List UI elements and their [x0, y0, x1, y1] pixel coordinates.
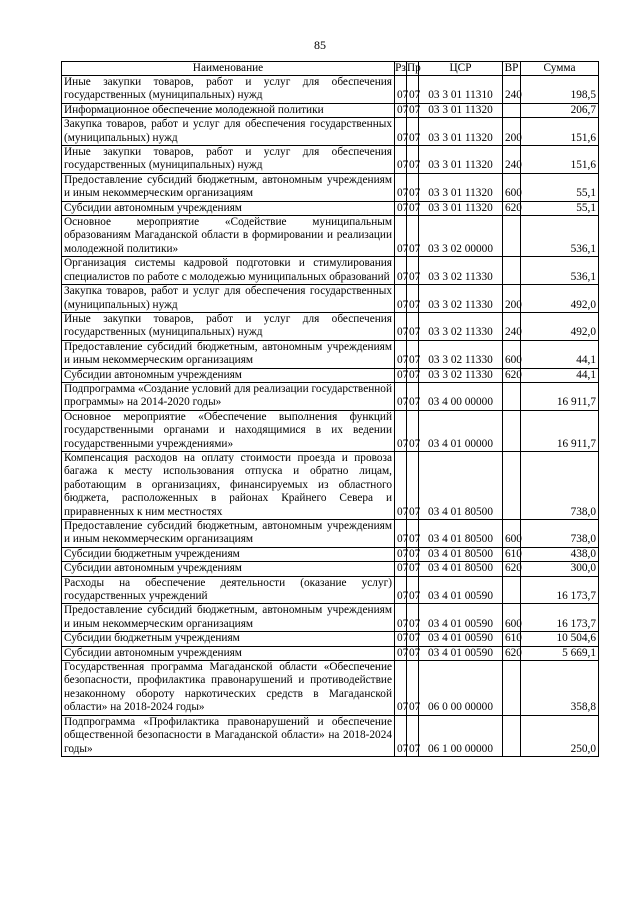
table-row — [62, 382, 599, 410]
cell-vr: 240 — [503, 76, 521, 104]
table-row — [62, 340, 599, 368]
cell-rz: 07 — [395, 646, 407, 660]
header-rz: Рз — [395, 62, 406, 74]
cell-rz: 07 — [395, 312, 407, 340]
cell-vr: 240 — [503, 146, 521, 174]
cell-vr: 600 — [503, 340, 521, 368]
table-row — [62, 604, 599, 632]
cell-csr: 03 3 01 11320 — [419, 118, 503, 146]
table-row — [62, 201, 599, 215]
cell-name: Предоставление субсидий бюджетным, автономным учреждениям и иным некоммерческим организациям — [62, 340, 395, 368]
cell-csr: 03 4 01 00590 — [419, 632, 503, 646]
cell-csr: 03 4 01 80500 — [419, 562, 503, 576]
cell-rz: 07 — [395, 340, 407, 368]
cell-sum: 738,0 — [521, 520, 599, 548]
cell-name: Иные закупки товаров, работ и услуг для обеспечения государственных (муниципальных) нужд — [62, 312, 395, 340]
cell-rz: 07 — [395, 715, 407, 756]
cell-sum: 44,1 — [521, 368, 599, 382]
cell-pr: 07 — [407, 285, 419, 313]
table-row — [62, 312, 599, 340]
budget-table — [61, 61, 599, 757]
table-row — [62, 646, 599, 660]
cell-name: Субсидии автономным учреждениям — [62, 646, 395, 660]
cell-vr: 620 — [503, 201, 521, 215]
cell-vr: 200 — [503, 118, 521, 146]
cell-csr: 03 3 02 11330 — [419, 257, 503, 285]
cell-vr: 620 — [503, 646, 521, 660]
cell-csr: 03 4 00 00000 — [419, 382, 503, 410]
cell-pr: 07 — [407, 201, 419, 215]
cell-csr: 06 0 00 00000 — [419, 661, 503, 716]
cell-name: Предоставление субсидий бюджетным, автономным учреждениям и иным некоммерческим организациям — [62, 520, 395, 548]
cell-pr: 07 — [407, 216, 419, 257]
cell-rz: 07 — [395, 382, 407, 410]
table-row — [62, 576, 599, 604]
cell-rz: 07 — [395, 520, 407, 548]
cell-csr: 03 3 01 11320 — [419, 201, 503, 215]
cell-sum: 151,6 — [521, 118, 599, 146]
cell-sum: 5 669,1 — [521, 646, 599, 660]
cell-csr: 03 4 01 00590 — [419, 576, 503, 604]
cell-vr: 200 — [503, 285, 521, 313]
table-row — [62, 547, 599, 561]
cell-vr — [503, 382, 521, 410]
cell-vr — [503, 257, 521, 285]
cell-vr — [503, 451, 521, 519]
cell-rz: 07 — [395, 410, 407, 451]
table-row — [62, 103, 599, 117]
table-row — [62, 118, 599, 146]
cell-name: Субсидии бюджетным учреждениям — [62, 547, 395, 561]
cell-pr: 07 — [407, 382, 419, 410]
cell-csr: 03 3 02 00000 — [419, 216, 503, 257]
cell-name: Подпрограмма «Создание условий для реализации государственной программы» на 2014-2020 годы» — [62, 382, 395, 410]
cell-sum: 492,0 — [521, 312, 599, 340]
cell-rz: 07 — [395, 76, 407, 104]
cell-pr: 07 — [407, 368, 419, 382]
cell-pr: 07 — [407, 118, 419, 146]
cell-name: Информационное обеспечение молодежной политики — [62, 103, 395, 117]
cell-name: Иные закупки товаров, работ и услуг для обеспечения государственных (муниципальных) нужд — [62, 146, 395, 174]
cell-csr: 03 4 01 00590 — [419, 646, 503, 660]
cell-name: Предоставление субсидий бюджетным, автономным учреждениям и иным некоммерческим организациям — [62, 604, 395, 632]
cell-csr: 03 3 01 11310 — [419, 76, 503, 104]
cell-pr: 07 — [407, 76, 419, 104]
cell-name: Компенсация расходов на оплату стоимости проезда и провоза багажа к месту использования отпуска и обратно лицам, работающим в организациях, финансируемых из областного бюджета, расположенных в районах Крайнего Севера и приравненных к ним местностях — [62, 451, 395, 519]
cell-sum: 151,6 — [521, 146, 599, 174]
cell-vr: 620 — [503, 368, 521, 382]
cell-sum: 358,8 — [521, 661, 599, 716]
cell-rz: 07 — [395, 451, 407, 519]
cell-rz: 07 — [395, 632, 407, 646]
cell-pr: 07 — [407, 103, 419, 117]
cell-sum: 55,1 — [521, 173, 599, 201]
header-row — [62, 62, 599, 76]
table-row — [62, 562, 599, 576]
cell-rz: 07 — [395, 661, 407, 716]
table-row — [62, 368, 599, 382]
cell-pr: 07 — [407, 547, 419, 561]
cell-pr: 07 — [407, 410, 419, 451]
cell-sum: 10 504,6 — [521, 632, 599, 646]
cell-name: Закупка товаров, работ и услуг для обеспечения государственных (муниципальных) нужд — [62, 118, 395, 146]
cell-pr: 07 — [407, 646, 419, 660]
cell-name: Государственная программа Магаданской области «Обеспечение безопасности, профилактика правонарушений и противодействие незаконному обороту наркотических средств в Магаданской области» на 2018-2024 годы» — [62, 661, 395, 716]
table-row — [62, 661, 599, 716]
cell-rz: 07 — [395, 547, 407, 561]
cell-rz: 07 — [395, 201, 407, 215]
table-row — [62, 173, 599, 201]
cell-name: Предоставление субсидий бюджетным, автономным учреждениям и иным некоммерческим организациям — [62, 173, 395, 201]
page-number: 85 — [314, 38, 326, 52]
cell-name: Субсидии автономным учреждениям — [62, 562, 395, 576]
cell-vr — [503, 715, 521, 756]
cell-vr: 240 — [503, 312, 521, 340]
table-row — [62, 410, 599, 451]
cell-vr — [503, 103, 521, 117]
cell-rz: 07 — [395, 604, 407, 632]
table-row — [62, 715, 599, 756]
cell-csr: 03 4 01 00000 — [419, 410, 503, 451]
cell-rz: 07 — [395, 103, 407, 117]
table-row — [62, 520, 599, 548]
cell-vr: 600 — [503, 604, 521, 632]
cell-csr: 03 3 01 11320 — [419, 173, 503, 201]
cell-pr: 07 — [407, 562, 419, 576]
cell-vr — [503, 410, 521, 451]
cell-pr: 07 — [407, 520, 419, 548]
cell-pr: 07 — [407, 661, 419, 716]
cell-name: Субсидии бюджетным учреждениям — [62, 632, 395, 646]
cell-name: Подпрограмма «Профилактика правонарушений и обеспечение общественной безопасности в Магаданской области» на 2018-2024 годы» — [62, 715, 395, 756]
cell-csr: 03 3 02 11330 — [419, 312, 503, 340]
cell-rz: 07 — [395, 368, 407, 382]
table-row — [62, 632, 599, 646]
table-row — [62, 216, 599, 257]
cell-sum: 55,1 — [521, 201, 599, 215]
cell-sum: 738,0 — [521, 451, 599, 519]
cell-rz: 07 — [395, 173, 407, 201]
cell-pr: 07 — [407, 715, 419, 756]
cell-csr: 06 1 00 00000 — [419, 715, 503, 756]
table-body — [62, 76, 599, 757]
cell-vr: 620 — [503, 562, 521, 576]
cell-csr: 03 3 02 11330 — [419, 340, 503, 368]
cell-name: Иные закупки товаров, работ и услуг для обеспечения государственных (муниципальных) нужд — [62, 76, 395, 104]
cell-name: Организация системы кадровой подготовки и стимулирования специалистов по работе с молодежью муниципальных образований — [62, 257, 395, 285]
cell-vr: 610 — [503, 547, 521, 561]
cell-csr: 03 4 01 80500 — [419, 547, 503, 561]
cell-pr: 07 — [407, 576, 419, 604]
cell-csr: 03 4 01 80500 — [419, 520, 503, 548]
cell-csr: 03 3 01 11320 — [419, 146, 503, 174]
cell-name: Основное мероприятие «Обеспечение выполнения функций государственными органами и находящимися в их ведении государственными учреждениями» — [62, 410, 395, 451]
cell-sum: 300,0 — [521, 562, 599, 576]
cell-pr: 07 — [407, 312, 419, 340]
cell-rz: 07 — [395, 146, 407, 174]
cell-sum: 250,0 — [521, 715, 599, 756]
header-name: Наименование — [62, 62, 395, 76]
cell-vr — [503, 661, 521, 716]
cell-name: Закупка товаров, работ и услуг для обеспечения государственных (муниципальных) нужд — [62, 285, 395, 313]
cell-pr: 07 — [407, 451, 419, 519]
header-vr: ВР — [503, 62, 521, 76]
cell-pr: 07 — [407, 257, 419, 285]
cell-sum: 198,5 — [521, 76, 599, 104]
header-pr: Пр — [407, 62, 421, 74]
cell-rz: 07 — [395, 562, 407, 576]
cell-pr: 07 — [407, 340, 419, 368]
cell-csr: 03 3 02 11330 — [419, 285, 503, 313]
cell-pr: 07 — [407, 173, 419, 201]
cell-pr: 07 — [407, 604, 419, 632]
cell-vr — [503, 576, 521, 604]
cell-vr: 600 — [503, 520, 521, 548]
cell-vr: 610 — [503, 632, 521, 646]
cell-csr: 03 3 01 11320 — [419, 103, 503, 117]
cell-name: Субсидии автономным учреждениям — [62, 368, 395, 382]
cell-name: Основное мероприятие «Содействие муниципальным образованиям Магаданской области в формировании и реализации молодежной политики» — [62, 216, 395, 257]
cell-sum: 438,0 — [521, 547, 599, 561]
cell-pr: 07 — [407, 146, 419, 174]
cell-csr: 03 4 01 00590 — [419, 604, 503, 632]
cell-sum: 16 173,7 — [521, 576, 599, 604]
cell-sum: 16 173,7 — [521, 604, 599, 632]
cell-vr: 600 — [503, 173, 521, 201]
cell-csr: 03 3 02 11330 — [419, 368, 503, 382]
cell-rz: 07 — [395, 118, 407, 146]
table-row — [62, 285, 599, 313]
cell-rz: 07 — [395, 285, 407, 313]
header-csr: ЦСР — [419, 62, 503, 76]
cell-rz: 07 — [395, 216, 407, 257]
table-row — [62, 76, 599, 104]
cell-rz: 07 — [395, 576, 407, 604]
table-row — [62, 257, 599, 285]
cell-sum: 16 911,7 — [521, 382, 599, 410]
header-sum: Сумма — [521, 62, 599, 76]
cell-name: Расходы на обеспечение деятельности (оказание услуг) государственных учреждений — [62, 576, 395, 604]
table-row — [62, 146, 599, 174]
cell-vr — [503, 216, 521, 257]
cell-sum: 536,1 — [521, 257, 599, 285]
cell-csr: 03 4 01 80500 — [419, 451, 503, 519]
cell-name: Субсидии автономным учреждениям — [62, 201, 395, 215]
cell-sum: 206,7 — [521, 103, 599, 117]
cell-sum: 536,1 — [521, 216, 599, 257]
cell-rz: 07 — [395, 257, 407, 285]
cell-sum: 16 911,7 — [521, 410, 599, 451]
table-row — [62, 451, 599, 519]
cell-pr: 07 — [407, 632, 419, 646]
cell-sum: 492,0 — [521, 285, 599, 313]
cell-sum: 44,1 — [521, 340, 599, 368]
